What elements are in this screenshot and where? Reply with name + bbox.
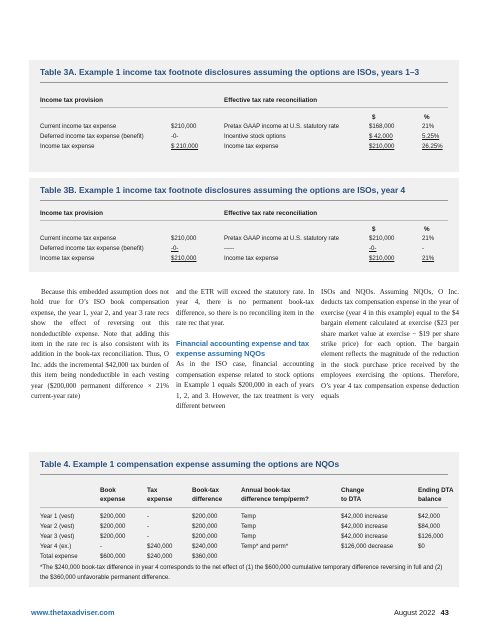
table-cell: $42,000 increase (341, 513, 388, 520)
recon-dollars: $210,000 (369, 235, 395, 242)
recon-item: Pretax GAAP income at U.S. statutory rate (224, 123, 340, 130)
table-row (29, 133, 459, 143)
body-column-3 (321, 287, 459, 401)
row-label: Year 3 (vest) (40, 533, 75, 540)
table-cell: $200,000 (192, 533, 218, 540)
table-cell: $240,000 (147, 553, 173, 560)
table-cell: - (147, 533, 150, 540)
row-label: Year 1 (vest) (40, 513, 75, 520)
row-label: Income tax expense (40, 143, 95, 150)
row-value: $ 210,000 (171, 143, 199, 150)
col-header-temp-perm: Annual book-tax difference temp/perm? (241, 487, 309, 503)
row-value: $210,000 (171, 255, 197, 262)
table-cell: Temp* and perm* (241, 543, 289, 550)
table-cell: $200,000 (100, 523, 126, 530)
table-cell: $200,000 (100, 513, 126, 520)
body-paragraph: Because this embedded assumption does not hold true for O’s ISO book compensation expense, the year 1, year 2, and year 3 rate recs show the effect of reversing out this nondeductible expense. Note that adding this item in the rate rec is also consistent with its addition in the book-tax reconciliation. Thus, O Inc. adds the incremental $42,000 tax burden of this item being nondeductible in each vesting year ($200,000 permanent difference × 21% current-year rate) (31, 288, 169, 401)
recon-dollars: $210,000 (369, 143, 395, 150)
table-cell: $42,000 (418, 513, 441, 520)
recon-pct: 21% (422, 255, 435, 262)
row-label: Year 2 (vest) (40, 523, 75, 530)
table-3b-title: Table 3B. Example 1 income tax footnote disclosures assuming the options are ISOs, year 4 (40, 185, 406, 195)
row-label: Income tax expense (40, 255, 95, 262)
table-3b-header-rule (40, 220, 448, 221)
row-label: Current income tax expense (40, 123, 117, 130)
table-cell: Temp (241, 523, 256, 530)
body-column-1 (31, 287, 169, 401)
recon-item: Income tax expense (224, 143, 279, 150)
table-cell: Temp (241, 513, 256, 520)
table-4-header-rule (40, 507, 448, 508)
table-row (29, 255, 459, 265)
recon-dollars: $210,000 (369, 255, 395, 262)
table-row (29, 533, 459, 543)
col-header-tax-expense: Tax expense (147, 487, 173, 503)
table-3a-left-header: Income tax provision (40, 97, 103, 104)
table-3a-divider (40, 82, 448, 83)
table-cell: $200,000 (192, 513, 218, 520)
footer-date-text: August 2022 (394, 608, 436, 617)
table-4-divider (40, 474, 448, 475)
recon-item: Incentive stock options (224, 133, 286, 140)
table-cell: $200,000 (100, 533, 126, 540)
recon-dollars: -0- (369, 245, 377, 252)
recon-pct: 21% (422, 123, 435, 130)
recon-pct: 5.25% (422, 133, 440, 140)
table-row (29, 143, 459, 153)
table-cell: $200,000 (192, 523, 218, 530)
table-4 (29, 452, 459, 587)
table-row (29, 523, 459, 533)
body-paragraph: ISOs and NQOs. Assuming NQOs, O Inc. deducts tax compensation expense in the year of exercise (year 4 in this example) equal to the $4 bargain element calculated at exercise ($23 per share market value at exercise − $19 per share strike price) for each option. The bargain element reflects the magnitude of the reduction in the stock purchase price received by the employees exercising the options. Therefore, O’s year 4 tax compensation expense deduction equals (321, 288, 459, 401)
table-row (29, 553, 459, 563)
table-3a (29, 60, 459, 172)
recon-item: Pretax GAAP income at U.S. statutory rate (224, 235, 340, 242)
table-4-title: Table 4. Example 1 compensation expense assuming the options are NQOs (40, 459, 340, 469)
table-row (29, 245, 459, 255)
row-label: Total expense (40, 553, 78, 560)
table-3b-right-header: Effective tax rate reconciliation (224, 210, 318, 217)
table-3b-pct-header: % (424, 226, 430, 233)
row-label: Current income tax expense (40, 235, 117, 242)
recon-item: ----- (224, 245, 235, 252)
row-label: Year 4 (ex.) (40, 543, 72, 550)
table-3b-left-header: Income tax provision (40, 210, 103, 217)
row-value: $210,000 (171, 123, 197, 130)
table-cell: - (100, 543, 103, 550)
table-cell: $360,000 (192, 553, 218, 560)
table-cell: $240,000 (147, 543, 173, 550)
recon-pct: - (422, 245, 425, 252)
row-value: $210,000 (171, 235, 197, 242)
table-row (29, 543, 459, 553)
recon-dollars: $168,000 (369, 123, 395, 130)
table-3b-divider (40, 200, 448, 201)
row-value: -0- (171, 133, 179, 140)
row-value: -0- (171, 245, 179, 252)
table-3a-pct-header: % (424, 114, 430, 121)
table-cell: $240,000 (192, 543, 218, 550)
table-3a-right-header: Effective tax rate reconciliation (224, 97, 318, 104)
table-cell: $126,000 decrease (341, 543, 394, 550)
row-label: Deferred income tax expense (benefit) (40, 245, 144, 252)
body-paragraph: and the ETR will exceed the statutory rate. In year 4, there is no permanent book-tax difference, so there is no reconciling item in the rate rec that year. (176, 288, 314, 328)
table-cell: $600,000 (100, 553, 126, 560)
col-header-ending-dta: Ending DTA balance (418, 487, 454, 503)
table-4-footnote: *The $240,000 book-tax difference in year 4 corresponds to the net effect of (1) the $600,000 cumulative temporary difference reversing in full and (2) the $360,000 unfavorable permanent difference. (40, 564, 443, 581)
footer-url[interactable]: www.thetaxadviser.com (31, 608, 115, 617)
col-header-book-expense: Book expense (100, 487, 126, 503)
table-row (29, 513, 459, 523)
table-3a-title: Table 3A. Example 1 income tax footnote disclosures assuming the options are ISOs, years 1–3 (40, 67, 420, 77)
body-paragraph: As in the ISO case, financial accounting compensation expense related to stock options in Example 1 equals $200,000 in each of years 1, 2, and 3. However, the tax treatment is very different between (176, 360, 314, 411)
recon-pct: 21% (422, 235, 435, 242)
table-cell: - (147, 523, 150, 530)
table-row (29, 123, 459, 133)
body-column-2 (176, 287, 314, 411)
recon-item: Income tax expense (224, 255, 279, 262)
table-row (29, 235, 459, 245)
table-cell: Temp (241, 533, 256, 540)
table-3b (29, 178, 459, 272)
table-cell: $42,000 increase (341, 523, 388, 530)
row-label: Deferred income tax expense (benefit) (40, 133, 144, 140)
table-cell: $42,000 increase (341, 533, 388, 540)
section-heading: Financial accounting expense and tax expense assuming NQOs (176, 338, 310, 359)
recon-dollars: $ 42,000 (369, 133, 393, 140)
footer-date (394, 608, 449, 617)
table-cell: $126,000 (418, 533, 444, 540)
table-3a-header-rule (40, 107, 448, 108)
table-cell: $0 (418, 543, 425, 550)
col-header-book-tax-difference: Book-tax difference (192, 487, 223, 503)
recon-pct: 26.25% (422, 143, 443, 150)
page-number: 43 (440, 608, 449, 617)
table-cell: $84,000 (418, 523, 441, 530)
col-header-change-dta: Change to DTA (341, 487, 365, 503)
table-3b-dollar-header: $ (372, 226, 376, 233)
table-3a-dollar-header: $ (372, 114, 376, 121)
table-cell: - (147, 513, 150, 520)
